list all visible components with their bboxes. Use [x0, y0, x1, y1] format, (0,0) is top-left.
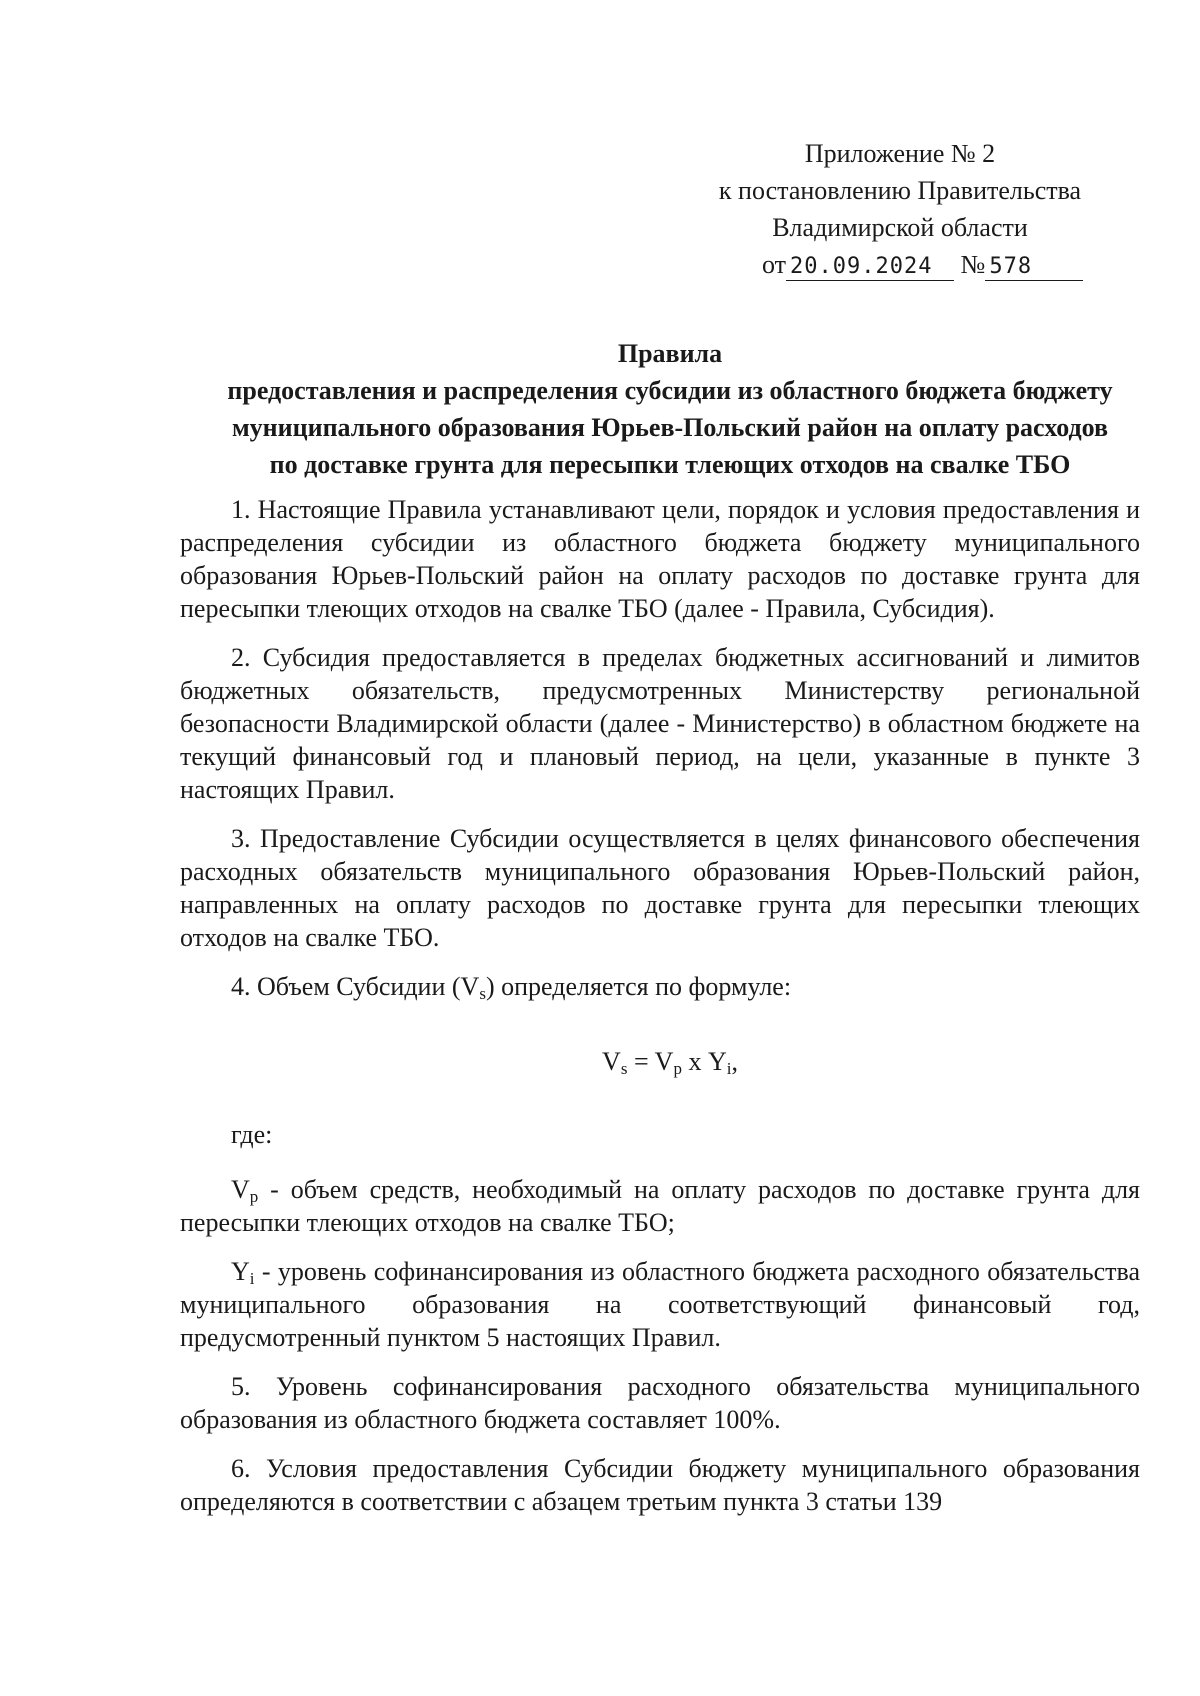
formula-equals: =: [627, 1047, 655, 1076]
document-subtitle-line: муниципального образования Юрьев-Польский район на оплату расходов: [231, 413, 1109, 442]
appendix-header: [700, 135, 1100, 283]
yi-definition-text: - уровень софинансирования из областного бюджета расходного обязательства муниципального образования на соответствующий финансовый год, предусмотренный пунктом 5 настоящих Правил.: [180, 1257, 1140, 1352]
formula-comma: ,: [731, 1047, 738, 1076]
where-label: где:: [231, 1120, 273, 1149]
paragraph-4-subscript: s: [479, 984, 486, 1003]
number-value: 578: [985, 254, 1083, 281]
date-prefix: от: [762, 250, 787, 279]
paragraph-2: 2. Субсидия предоставляется в пределах бюджетных ассигнований и лимитов бюджетных обязательств, предусмотренных Министерству региональной безопасности Владимирской области (далее - Министерство) в областном бюджете на текущий финансовый год и плановый период, на цели, указанные в пункте 3 настоящих Правил.: [180, 643, 1140, 804]
formula-vs-sub: s: [620, 1059, 628, 1078]
vp-symbol: V: [231, 1175, 250, 1204]
formula-vp: V: [654, 1047, 674, 1076]
document-subtitle-line: по доставке грунта для пересыпки тлеющих отходов на свалке ТБО: [269, 450, 1071, 479]
yi-subscript: i: [249, 1269, 255, 1288]
paragraph-3: 3. Предоставление Субсидии осуществляется в целях финансового обеспечения расходных обязательств муниципального образования Юрьев-Польский район, направленных на оплату расходов по доставке грунта для пересыпки тлеющих отходов на свалке ТБО.: [180, 824, 1140, 952]
document-subtitle-line: предоставления и распределения субсидии из областного бюджета бюджету: [227, 376, 1113, 405]
formula-yi-sub: i: [726, 1059, 732, 1078]
definition-vp: [180, 1173, 1140, 1239]
paragraph-1: 1. Настоящие Правила устанавливают цели, порядок и условия предоставления и распределения субсидии из областного бюджета бюджету муниципального образования Юрьев-Польский район на оплату расходов по доставке грунта для пересыпки тлеющих отходов на свалке ТБО (далее - Правила, Субсидия).: [180, 495, 1140, 623]
subsidy-formula: [180, 1045, 1140, 1078]
paragraph-5: 5. Уровень софинансирования расходного обязательства муниципального образования из областного бюджета составляет 100%.: [180, 1372, 1140, 1434]
formula-yi: Y: [707, 1047, 727, 1076]
formula-times: х: [681, 1047, 708, 1076]
document-heading: Правила: [617, 339, 723, 368]
number-prefix: №: [960, 250, 986, 279]
paragraph-6: 6. Условия предоставления Субсидии бюджету муниципального образования определяются в соответствии с абзацем третьим пункта 3 статьи 139: [180, 1454, 1140, 1516]
formula-vp-sub: p: [673, 1059, 682, 1078]
document-body: [180, 493, 1140, 1534]
paragraph-4: [180, 970, 1140, 1003]
formula-vs: V: [602, 1047, 621, 1076]
paragraph-4-text-end: ) определяется по формуле:: [485, 972, 792, 1001]
vp-definition-text: - объем средств, необходимый на оплату расходов по доставке грунта для пересыпки тлеющих отходов на свалке ТБО;: [180, 1175, 1140, 1237]
appendix-resolution-ref: к постановлению Правительства: [718, 176, 1082, 205]
appendix-number: Приложение № 2: [804, 139, 996, 168]
paragraph-4-text: 4. Объем Субсидии (V: [231, 972, 480, 1001]
date-value: 20.09.2024: [786, 254, 954, 281]
appendix-region: Владимирской области: [772, 213, 1028, 242]
definition-yi: [180, 1255, 1140, 1354]
document-title-block: [180, 335, 1160, 483]
vp-subscript: p: [249, 1187, 259, 1206]
yi-symbol: Y: [231, 1257, 250, 1286]
appendix-date-line: [700, 246, 1100, 283]
